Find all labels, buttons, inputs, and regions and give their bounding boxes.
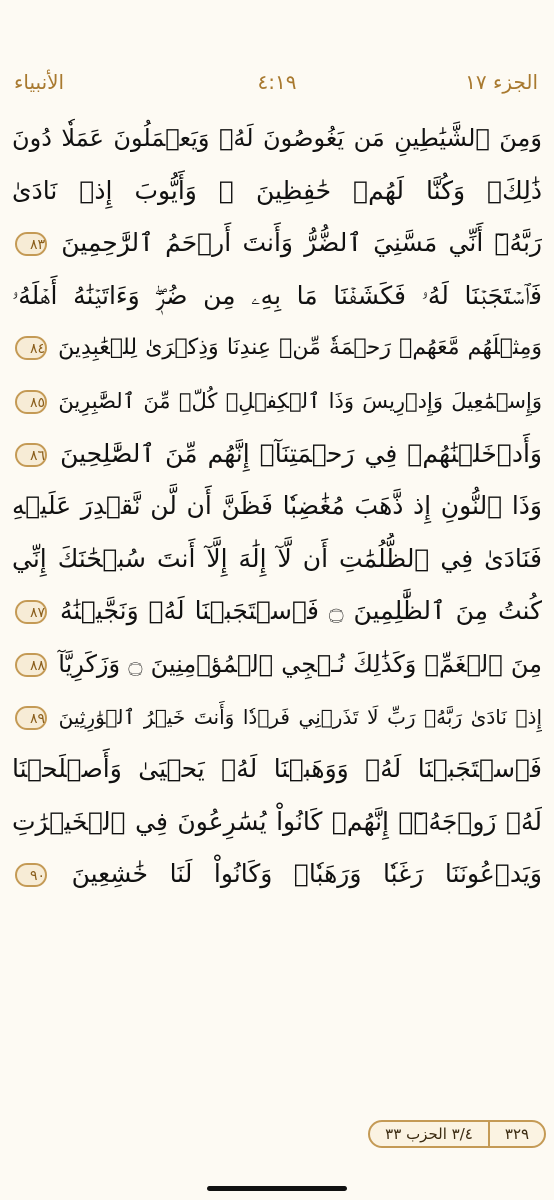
verse-text: مِنَ ٱلۡغَمِّۚ وَكَذَٰلِكَ نُـۨجِي ٱلۡمُؤۡمِنِينَ ۝ وَزَكَرِيَّآ	[58, 649, 542, 678]
text-line-9	[12, 533, 542, 586]
verse-text: وَذَا ٱلنُّونِ إِذ ذَّهَبَ مُغَٰضِبٗا فَظَنَّ أَن لَّن نَّقۡدِرَ عَلَيۡهِ	[12, 491, 542, 521]
verse-text: وَيَدۡعُونَنَا رَغَبٗا وَرَهَبٗاۖ وَكَانُواْ لَنَا خَٰشِعِينَ	[71, 859, 542, 889]
verse-text: لَهُۥ زَوۡجَهُۥٓۚ إِنَّهُمۡ كَانُواْ يُسَٰرِعُونَ فِي ٱلۡخَيۡرَٰتِ	[12, 806, 542, 836]
ayah-number-marker: ٨٦	[15, 443, 47, 467]
text-line-6	[12, 375, 542, 428]
verse-text: وَمِثۡلَهُم مَّعَهُمۡ رَحۡمَةٗ مِّنۡ عِندِنَا وَذِكۡرَىٰ لِلۡعَٰبِدِينَ	[58, 335, 542, 361]
text-line-2	[12, 165, 542, 218]
ayah-number-marker: ٨٥	[15, 390, 47, 414]
text-line-12	[12, 691, 542, 744]
text-line-11	[12, 638, 542, 691]
verse-text: رَبَّهُۥٓ أَنِّي مَسَّنِيَ ٱلضُّرُّ وَأَنتَ أَرۡحَمُ ٱلرَّٰحِمِينَ	[61, 228, 542, 258]
verse-text: كُنتُ مِنَ ٱلظَّٰلِمِينَ ۝ فَٱسۡتَجَبۡنَا لَهُۥ وَنَجَّيۡنَٰهُ	[59, 596, 542, 626]
page-number: ٣٢٩	[488, 1122, 544, 1146]
text-line-14	[12, 796, 542, 849]
page-footer-badge	[368, 1120, 546, 1148]
text-line-13	[12, 743, 542, 796]
text-line-15	[12, 848, 542, 901]
surah-name: الأنبياء	[14, 70, 65, 94]
text-line-4	[12, 270, 542, 323]
quran-page-text	[12, 112, 542, 1112]
ayah-number-marker: ٨٩	[15, 706, 47, 730]
hizb-indicator: ٣/٤ الحزب ٣٣	[385, 1125, 473, 1143]
text-line-8	[12, 480, 542, 533]
text-line-10	[12, 585, 542, 638]
ayah-number-marker: ٨٤	[15, 336, 47, 360]
verse-text: فَنَادَىٰ فِي ٱلظُّلُمَٰتِ أَن لَّآ إِلَٰهَ إِلَّآ أَنتَ سُبۡحَٰنَكَ إِنِّي	[12, 543, 542, 573]
ayah-number-marker: ٨٧	[15, 600, 47, 624]
juz-label: الجزء ١٧	[465, 70, 538, 94]
verse-text: فَٱسۡتَجَبۡنَا لَهُۥ فَكَشَفۡنَا مَا بِهِۦ مِن ضُرّٖۖ وَءَاتَيۡنَٰهُ أَهۡلَهُۥ	[12, 280, 542, 310]
text-line-7	[12, 428, 542, 481]
verse-text: فَٱسۡتَجَبۡنَا لَهُۥ وَوَهَبۡنَا لَهُۥ يَحۡيَىٰ وَأَصۡلَحۡنَا	[12, 754, 542, 784]
verse-text: وَإِسۡمَٰعِيلَ وَإِدۡرِيسَ وَذَا ٱلۡكِفۡلِۖ كُلّٞ مِّنَ ٱلصَّٰبِرِينَ	[58, 388, 542, 413]
text-line-5	[12, 322, 542, 375]
verse-text: إِذۡ نَادَىٰ رَبَّهُۥ رَبِّ لَا تَذَرۡنِي فَرۡدٗا وَأَنتَ خَيۡرُ ٱلۡوَٰرِثِينَ	[58, 704, 542, 729]
ayah-reference: ٤:١٩	[257, 70, 297, 94]
verse-text: وَمِنَ ٱلشَّيَٰطِينِ مَن يَغُوصُونَ لَهُۥ وَيَعۡمَلُونَ عَمَلٗا دُونَ	[12, 124, 542, 152]
ayah-number-marker: ٨٣	[15, 232, 47, 256]
verse-text: ذَٰلِكَۖ وَكُنَّا لَهُمۡ حَٰفِظِينَ ۞ وَأَيُّوبَ إِذۡ نَادَىٰ	[12, 175, 542, 205]
page-header	[0, 60, 554, 100]
ayah-number-marker: ٩٠	[15, 863, 47, 887]
home-indicator[interactable]	[207, 1186, 347, 1191]
text-line-3	[12, 217, 542, 270]
text-line-1	[12, 112, 542, 165]
ayah-number-marker: ٨٨	[15, 653, 47, 677]
verse-text: وَأَدۡخَلۡنَٰهُمۡ فِي رَحۡمَتِنَآۖ إِنَّهُم مِّنَ ٱلصَّٰلِحِينَ	[60, 438, 542, 468]
